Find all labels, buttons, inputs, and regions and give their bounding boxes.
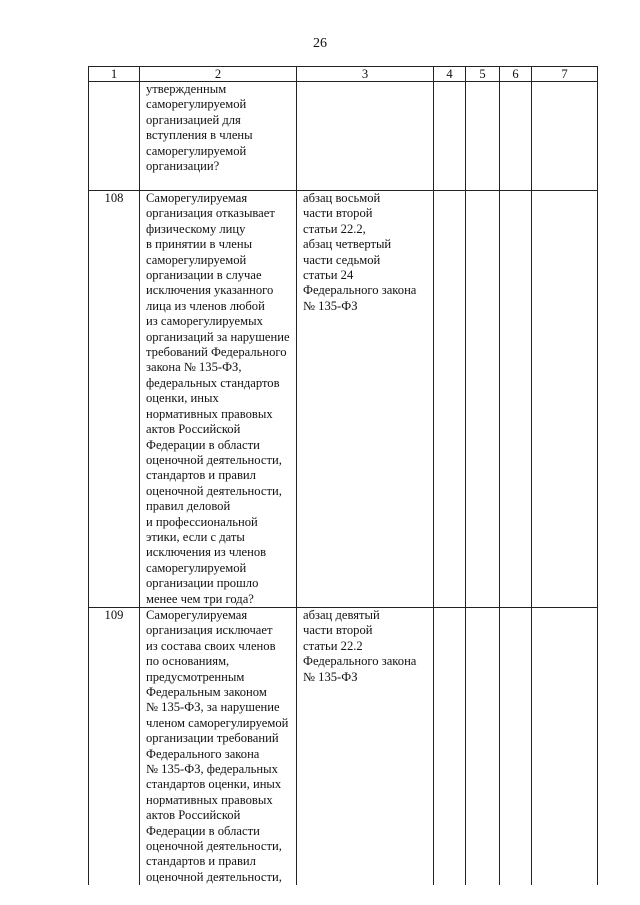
text-line: стандартов и правил: [146, 468, 256, 483]
table-row: [89, 82, 598, 191]
text-line: саморегулируемой: [146, 252, 247, 267]
answer-cell: [500, 191, 532, 608]
reference-cell: [297, 82, 434, 191]
text-line: нормативных правовых: [146, 792, 273, 807]
text-line: стандартов оценки, иных: [146, 777, 282, 792]
text-line: организация исключает: [146, 623, 273, 638]
text-line: оценочной деятельности,: [146, 869, 282, 884]
text-line: исключения указанного: [146, 283, 274, 298]
text-line: оценочной деятельности,: [146, 839, 282, 854]
column-header: 4: [434, 67, 466, 82]
question-cell: [140, 191, 297, 608]
table-header-row: [89, 67, 598, 82]
text-line: саморегулируемой: [146, 143, 247, 158]
notes-cell: [532, 82, 598, 191]
text-line: абзац четвертый: [303, 237, 392, 252]
text-line: стандартов и правил: [146, 854, 256, 869]
text-line: исключения из членов: [146, 545, 267, 560]
page-number: 26: [313, 36, 327, 51]
text-line: по основаниям,: [146, 654, 230, 669]
text-line: актов Российской: [146, 808, 241, 823]
notes-cell: [532, 191, 598, 608]
answer-cell: [466, 82, 500, 191]
text-line: Федеральным законом: [146, 685, 267, 699]
row-number: 109: [89, 607, 140, 885]
answer-cell: [466, 607, 500, 885]
text-line: нормативных правовых: [146, 406, 273, 421]
text-line: закона № 135-ФЗ,: [146, 360, 242, 375]
answer-cell: [434, 607, 466, 885]
text-line: абзац девятый: [303, 607, 380, 622]
question-cell: [140, 607, 297, 885]
text-line: этики, если с даты: [146, 529, 245, 544]
answer-cell: [500, 82, 532, 191]
text-line: № 135-ФЗ, федеральных: [146, 762, 278, 777]
text-line: и профессиональной: [146, 514, 258, 529]
table-row: [89, 607, 598, 885]
answer-cell: [434, 191, 466, 608]
text-line: организации требований: [146, 731, 279, 746]
checklist-table: [88, 66, 598, 885]
text-line: Федерации в области: [146, 823, 260, 838]
row-number: [89, 82, 140, 191]
column-header: 1: [89, 67, 140, 82]
text-line: статьи 22.2: [303, 638, 363, 653]
text-line: части седьмой: [303, 252, 381, 267]
text-line: Саморегулируемая: [146, 191, 248, 205]
answer-cell: [466, 191, 500, 608]
reference-cell: [297, 607, 434, 885]
text-line: в принятии в члены: [146, 237, 253, 252]
text-line: организаций за нарушение: [146, 329, 290, 344]
text-line: актов Российской: [146, 422, 241, 437]
question-cell: [140, 82, 297, 191]
text-line: Саморегулируемая: [146, 607, 248, 622]
text-line: оценочной деятельности,: [146, 483, 282, 498]
text-line: требований Федерального: [146, 345, 287, 360]
text-line: федеральных стандартов: [146, 375, 280, 390]
text-line: абзац восьмой: [303, 191, 381, 205]
text-line: саморегулируемой: [146, 560, 247, 575]
text-line: Федерального закона: [146, 746, 260, 761]
row-number: 108: [89, 191, 140, 608]
answer-cell: [500, 607, 532, 885]
text-line: № 135-ФЗ: [303, 669, 358, 684]
text-line: менее чем три года?: [146, 591, 254, 606]
text-line: Федерального закона: [303, 283, 417, 298]
text-line: статьи 22.2,: [303, 221, 366, 236]
text-line: членом саморегулируемой: [146, 715, 289, 730]
column-header: 2: [140, 67, 297, 82]
column-header: 6: [500, 67, 532, 82]
text-line: части второй: [303, 206, 373, 221]
text-line: утвержденным: [146, 82, 227, 96]
text-line: физическому лицу: [146, 221, 246, 236]
column-header: 5: [466, 67, 500, 82]
text-line: Федерации в области: [146, 437, 260, 452]
text-line: саморегулируемой: [146, 97, 247, 112]
text-line: лица из членов любой: [146, 298, 265, 313]
text-line: организации?: [146, 159, 220, 174]
text-line: № 135-ФЗ, за нарушение: [146, 700, 280, 715]
text-line: из саморегулируемых: [146, 314, 263, 329]
text-line: оценочной деятельности,: [146, 452, 282, 467]
column-header: 7: [532, 67, 598, 82]
text-line: оценки, иных: [146, 391, 219, 406]
table-row: [89, 191, 598, 608]
text-line: предусмотренным: [146, 669, 245, 684]
text-line: части второй: [303, 623, 373, 638]
reference-cell: [297, 191, 434, 608]
text-line: статьи 24: [303, 268, 354, 283]
answer-cell: [434, 82, 466, 191]
text-line: вступления в члены: [146, 128, 253, 143]
text-line: организации в случае: [146, 268, 262, 283]
text-line: правил деловой: [146, 499, 231, 514]
notes-cell: [532, 607, 598, 885]
column-header: 3: [297, 67, 434, 82]
text-line: организация отказывает: [146, 206, 275, 221]
text-line: организацией для: [146, 112, 241, 127]
text-line: Федерального закона: [303, 654, 417, 669]
text-line: № 135-ФЗ: [303, 298, 358, 313]
text-line: из состава своих членов: [146, 638, 276, 653]
text-line: организации прошло: [146, 576, 259, 591]
